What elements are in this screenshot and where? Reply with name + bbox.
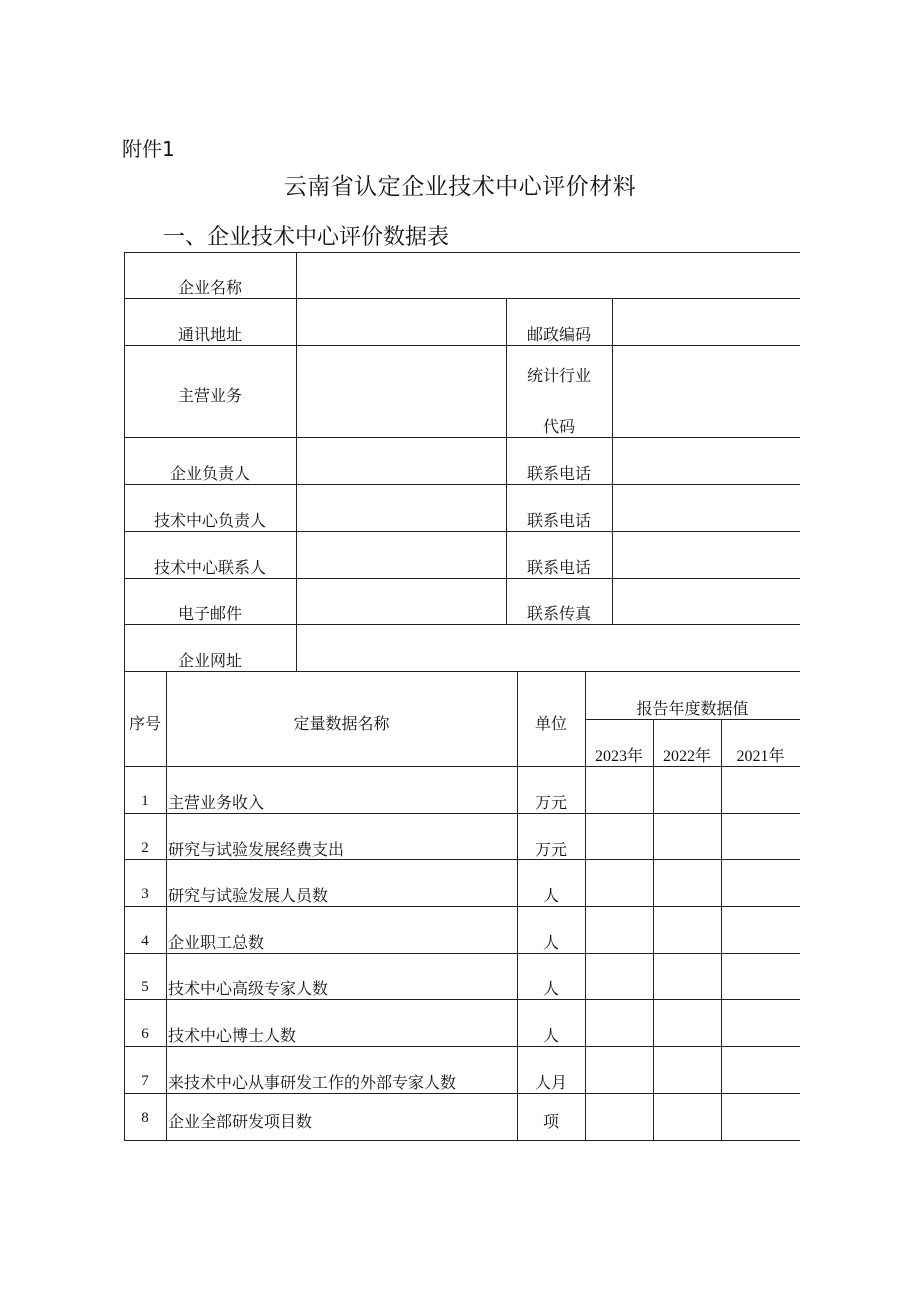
col-header-value: 报告年度数据值 [636, 699, 749, 718]
label-industry-code-line2: 代码 [542, 417, 575, 436]
row-unit: 人月 [534, 1073, 567, 1092]
section-heading: 一、企业技术中心评价数据表 [163, 225, 450, 250]
label-phone-1: 联系电话 [526, 464, 591, 483]
row-unit: 项 [542, 1112, 559, 1131]
address-field[interactable] [297, 302, 505, 342]
row-name: 研究与试验发展经费支出 [168, 840, 345, 859]
label-phone-2: 联系电话 [526, 511, 591, 530]
row-number: 1 [141, 793, 149, 809]
col-header-year-2021: 2021年 [736, 748, 785, 765]
label-main-business: 主营业务 [177, 386, 242, 405]
row-unit: 万元 [534, 840, 567, 859]
row-unit: 人 [542, 1026, 559, 1045]
label-phone-3: 联系电话 [526, 558, 591, 577]
col-header-no: 序号 [128, 714, 161, 733]
row-number: 6 [141, 1026, 149, 1042]
page-title: 云南省认定企业技术中心评价材料 [283, 174, 637, 200]
row-name: 主营业务收入 [168, 793, 265, 812]
row-unit: 万元 [534, 793, 567, 812]
label-email: 电子邮件 [177, 604, 242, 623]
postcode-field[interactable] [613, 302, 799, 342]
col-header-year-2022: 2022年 [662, 748, 711, 765]
row-name: 企业全部研发项目数 [168, 1112, 313, 1131]
label-company-name: 企业名称 [177, 278, 242, 297]
row-name: 来技术中心从事研发工作的外部专家人数 [168, 1073, 457, 1092]
row-number: 5 [141, 979, 149, 995]
row-unit: 人 [542, 933, 559, 952]
row-number: 7 [141, 1073, 149, 1089]
row-name: 研究与试验发展人员数 [168, 886, 329, 905]
label-tech-center-contact: 技术中心联系人 [153, 558, 266, 577]
label-tech-center-head: 技术中心负责人 [153, 511, 266, 530]
label-fax: 联系传真 [526, 604, 591, 623]
label-industry-code-line1: 统计行业 [526, 366, 591, 385]
row-number: 3 [141, 886, 149, 902]
col-header-year-2023: 2023年 [594, 748, 643, 765]
col-header-name: 定量数据名称 [293, 714, 390, 733]
label-address: 通讯地址 [177, 325, 242, 344]
label-company-head: 企业负责人 [169, 464, 250, 483]
row-name: 技术中心博士人数 [168, 1026, 297, 1045]
row-name: 技术中心高级专家人数 [168, 979, 329, 998]
main-business-field[interactable] [297, 349, 505, 434]
industry-code-field[interactable] [613, 349, 799, 434]
col-header-unit: 单位 [534, 714, 567, 733]
row-number: 2 [141, 840, 149, 856]
label-postcode: 邮政编码 [526, 325, 591, 344]
row-unit: 人 [542, 886, 559, 905]
row-name: 企业职工总数 [168, 933, 265, 952]
row-unit: 人 [542, 979, 559, 998]
row-number: 4 [141, 933, 149, 949]
attachment-label: 附件1 [122, 137, 175, 161]
label-website: 企业网址 [177, 651, 242, 670]
company-name-field[interactable] [297, 256, 799, 296]
row-number: 8 [141, 1110, 149, 1126]
